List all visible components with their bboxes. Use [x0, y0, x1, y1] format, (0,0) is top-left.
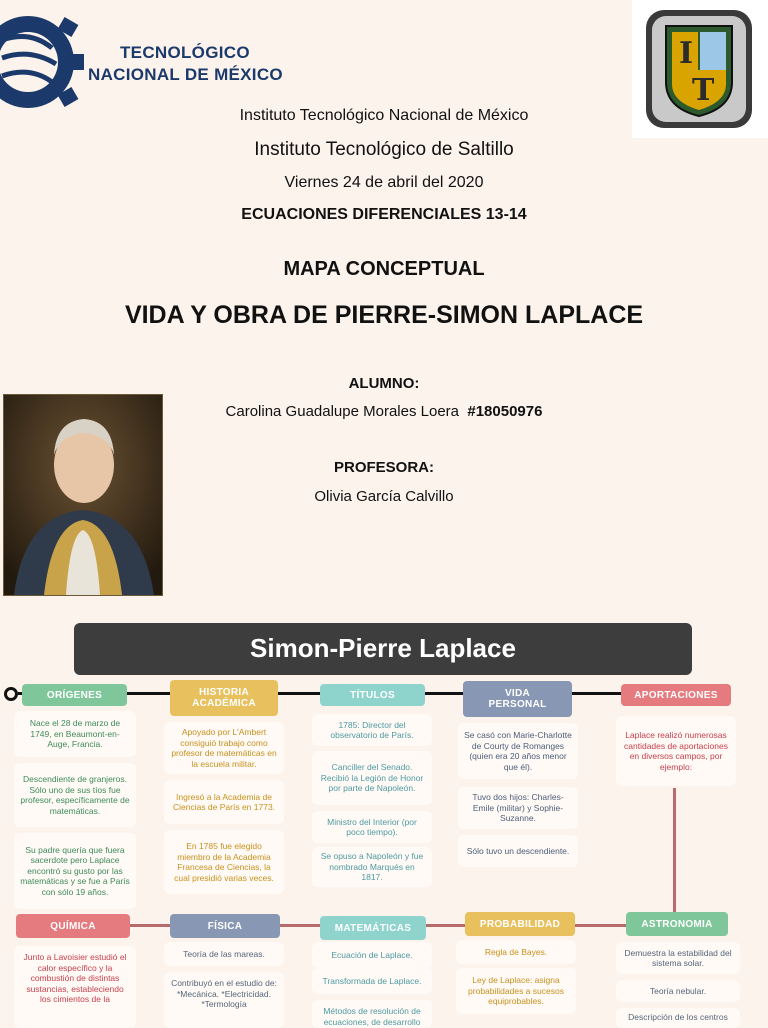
card-astronomia-1: Demuestra la estabilidad del sistema solar.: [616, 942, 740, 974]
node-quimica: QUÍMICA: [16, 914, 130, 938]
svg-text:T: T: [692, 73, 715, 108]
teacher-label: PROFESORA:: [333, 459, 434, 476]
teacher-name: Olivia García Calvillo: [314, 488, 454, 505]
card-probabilidad-2: Ley de Laplace: asigna probabilidades a sucesos equiprobables.: [456, 968, 576, 1014]
card-titulos-1: 1785: Director del observatorio de París.: [312, 714, 432, 746]
card-matematicas-1: Ecuación de Laplace.: [312, 942, 432, 968]
card-matematicas-3: Métodos de resolución de ecuaciones, de desarrollo: [312, 1000, 432, 1028]
node-vida-personal: VIDA PERSONAL: [463, 681, 572, 717]
card-vida-2: Tuvo dos hijos: Charles-Emile (militar) y Sophie-Suzanne.: [458, 787, 578, 829]
card-vida-3: Sólo tuvo un descendiente.: [458, 835, 578, 867]
student-name: Carolina Guadalupe Morales Loera: [225, 403, 460, 420]
course-text: ECUACIONES DIFERENCIALES 13-14: [241, 206, 527, 223]
node-astronomia: ASTRONOMIA: [626, 912, 728, 936]
connector-start-dot: [4, 687, 18, 701]
aportaciones-vertical-line: [673, 788, 676, 912]
node-origenes: ORÍGENES: [22, 684, 127, 706]
card-historia-3: En 1785 fue elegido miembro de la Academia Francesa de Ciencias, la cual presidió varias veces.: [164, 830, 284, 894]
map-main-node: Simon-Pierre Laplace: [74, 623, 692, 675]
card-aportaciones-1: Laplace realizó numerosas cantidades de aportaciones en diversos campos, por ejemplo:: [616, 716, 736, 786]
card-astronomia-2: Teoría nebular.: [616, 980, 740, 1002]
card-origenes-1: Nace el 28 de marzo de 1749, en Beaumont-en-Auge, Francia.: [14, 711, 136, 757]
card-probabilidad-1: Regla de Bayes.: [456, 940, 576, 964]
date-text: Viernes 24 de abril del 2020: [284, 174, 484, 191]
page-title: VIDA Y OBRA DE PIERRE-SIMON LAPLACE: [124, 301, 644, 329]
card-origenes-2: Descendiente de granjeros. Sólo uno de sus tíos fue profesor, específicamente de matemáticas.: [14, 763, 136, 827]
card-origenes-3: Su padre quería que fuera sacerdote pero Laplace encontró su gusto por las matemáticas y se fue a París con sólo 19 años.: [14, 833, 136, 909]
node-historia-academica: HISTORIA ACADÉMICA: [170, 680, 278, 716]
card-titulos-4: Se opuso a Napoleón y fue nombrado Marqués en 1817.: [312, 847, 432, 887]
card-astronomia-3: Descripción de los centros: [616, 1008, 740, 1028]
card-fisica-1: Teoría de las mareas.: [164, 942, 284, 966]
doc-type-heading: MAPA CONCEPTUAL: [283, 258, 485, 280]
node-matematicas: MATEMÁTICAS: [320, 916, 426, 940]
card-vida-1: Se casó con Marie-Charlotte de Courty de Romanges (quien era 20 años menor que él).: [458, 723, 578, 779]
card-fisica-2: Contribuyó en el estudio de: *Mecánica. *Electricidad. *Termología: [164, 972, 284, 1028]
card-titulos-3: Ministro del Interior (por poco tiempo).: [312, 811, 432, 843]
student-label: ALUMNO:: [348, 375, 420, 392]
institution-text: Instituto Tecnológico Nacional de México: [239, 107, 529, 124]
card-titulos-2: Canciller del Senado. Recibió la Legión de Honor por parte de Napoleón.: [312, 751, 432, 805]
node-fisica: FÍSICA: [170, 914, 280, 938]
card-historia-1: Apoyado por L'Ambert consiguió trabajo como profesor de matemáticas en la escuela militar.: [164, 722, 284, 774]
campus-text: Instituto Tecnológico de Saltillo: [254, 139, 514, 160]
node-probabilidad: PROBABILIDAD: [465, 912, 575, 936]
svg-text:I: I: [679, 36, 694, 71]
card-historia-2: Ingresó a la Academia de Ciencias de París en 1773.: [164, 780, 284, 824]
node-titulos: TÍTULOS: [320, 684, 425, 706]
node-aportaciones: APORTACIONES: [621, 684, 731, 706]
tecnm-logo-text: TECNOLÓGICO NACIONAL DE MÉXICO: [88, 43, 283, 84]
student-id: #18050976: [467, 403, 543, 420]
laplace-portrait: [3, 394, 163, 596]
card-quimica-1: Junto a Lavoisier estudió el calor específico y la combustión de distintas sustancias, estableciendo los cimientos de la: [14, 946, 136, 1028]
card-matematicas-2: Transformada de Laplace.: [312, 968, 432, 994]
